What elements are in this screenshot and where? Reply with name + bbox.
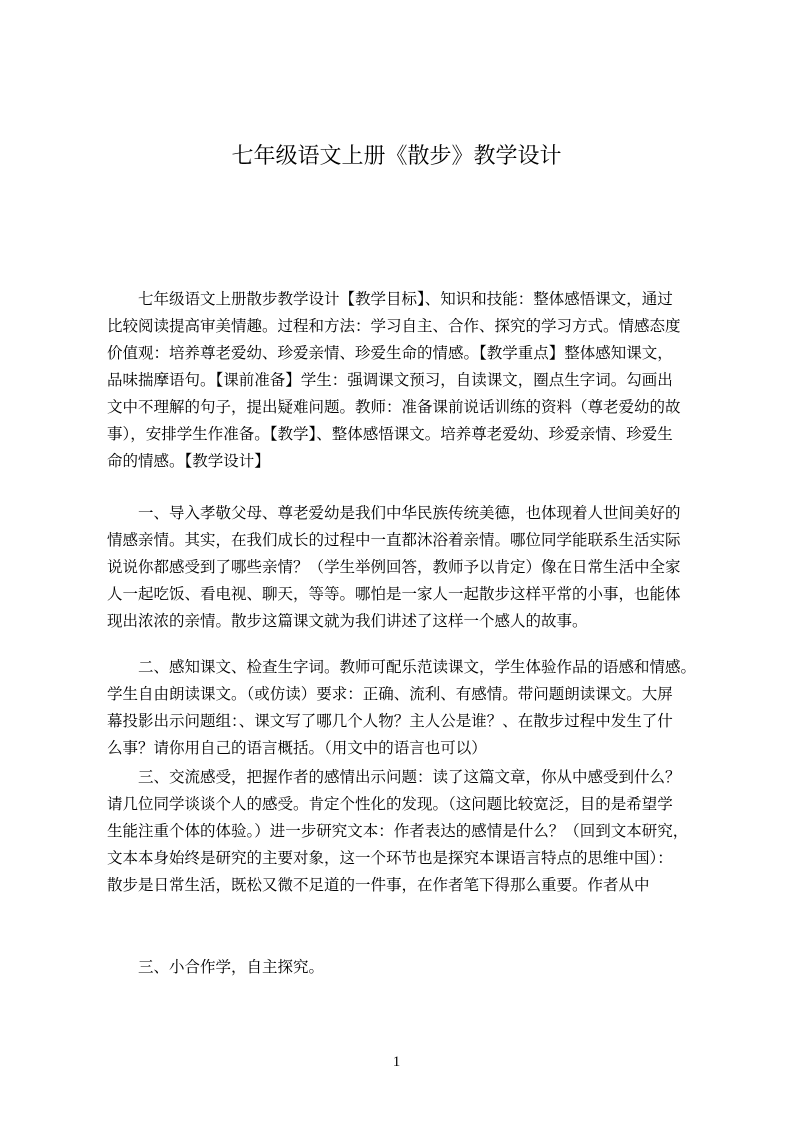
text-line: 二、感知课文、检查生字词。教师可配乐范读课文，学生体验作品的语感和情感。 [107, 658, 697, 676]
text-line: 一、导入孝敬父母、尊老爱幼是我们中华民族传统美德，也体现着人世间美好的 [107, 504, 681, 522]
text-line: 幕投影出示问题组：、课文写了哪几个人物？主人公是谁？、在散步过程中发生了什 [107, 712, 673, 730]
text-line: 生能注重个体的体验。）进一步研究文本：作者表达的感情是什么？（回到文本研究， [107, 822, 689, 840]
paragraph-section-1 [107, 500, 727, 635]
text-line: 品味揣摩语句。【课前准备】学生：强调课文预习，自读课文，圈点生字词。勾画出 [107, 371, 673, 389]
text-line: 散步是日常生活，既松又微不足道的一件事，在作者笔下得那么重要。作者从中 [107, 876, 650, 894]
text-line: 事），安排学生作准备。【教学】、整体感悟课文。培养尊老爱幼、珍爱亲情、珍爱生 [107, 425, 673, 443]
text-line: 请几位同学谈谈个人的感受。肯定个性化的发现。（这问题比较宽泛，目的是希望学 [107, 795, 673, 813]
text-line: 现出浓浓的亲情。散步这篇课文就为我们讲述了这样一个感人的故事。 [107, 612, 588, 630]
paragraph-section-2 [107, 654, 727, 762]
text-line: 情感亲情。其实，在我们成长的过程中一直都沐浴着亲情。哪位同学能联系生活实际 [107, 531, 681, 549]
text-line: 说说你都感受到了哪些亲情？（学生举例回答，教师予以肯定）像在日常生活中全家 [107, 558, 681, 576]
text-line: 人一起吃饭、看电视、聊天，等等。哪怕是一家人一起散步这样平常的小事，也能体 [107, 585, 681, 603]
text-line: 么事？请你用自己的语言概括。（用文中的语言也可以） [107, 739, 487, 757]
page-number: 1 [392, 1054, 401, 1070]
paragraph-section-4 [107, 954, 727, 981]
text-line: 文本本身始终是研究的主要对象，这一个环节也是探究本课语言特点的思维中国）： [107, 849, 673, 867]
document-title: 七年级语文上册《散步》教学设计 [231, 144, 562, 169]
text-line: 命的情感。【教学设计】 [107, 452, 270, 470]
text-line: 学生自由朗读课文。（或仿读）要求：正确、流利、有感情。带问题朗读课文。大屏 [107, 685, 673, 703]
text-line: 价值观：培养尊老爱幼、珍爱亲情、珍爱生命的情感。【教学重点】整体感知课文， [107, 344, 673, 362]
text-line: 比较阅读提高审美情趣。过程和方法：学习自主、合作、探究的学习方式。情感态度 [107, 317, 681, 335]
text-line: 文中不理解的句子，提出疑难问题。教师：准备课前说话训练的资料（尊老爱幼的故 [107, 398, 681, 416]
paragraph-intro [107, 286, 727, 475]
text-line: 七年级语文上册散步教学设计【教学目标】、知识和技能：整体感悟课文，通过 [107, 290, 673, 308]
text-line: 三、交流感受，把握作者的感情出示问题：读了这篇文章，你从中感受到什么？ [107, 768, 681, 786]
paragraph-section-3 [107, 764, 727, 899]
text-line: 三、小合作学，自主探究。 [107, 958, 325, 976]
